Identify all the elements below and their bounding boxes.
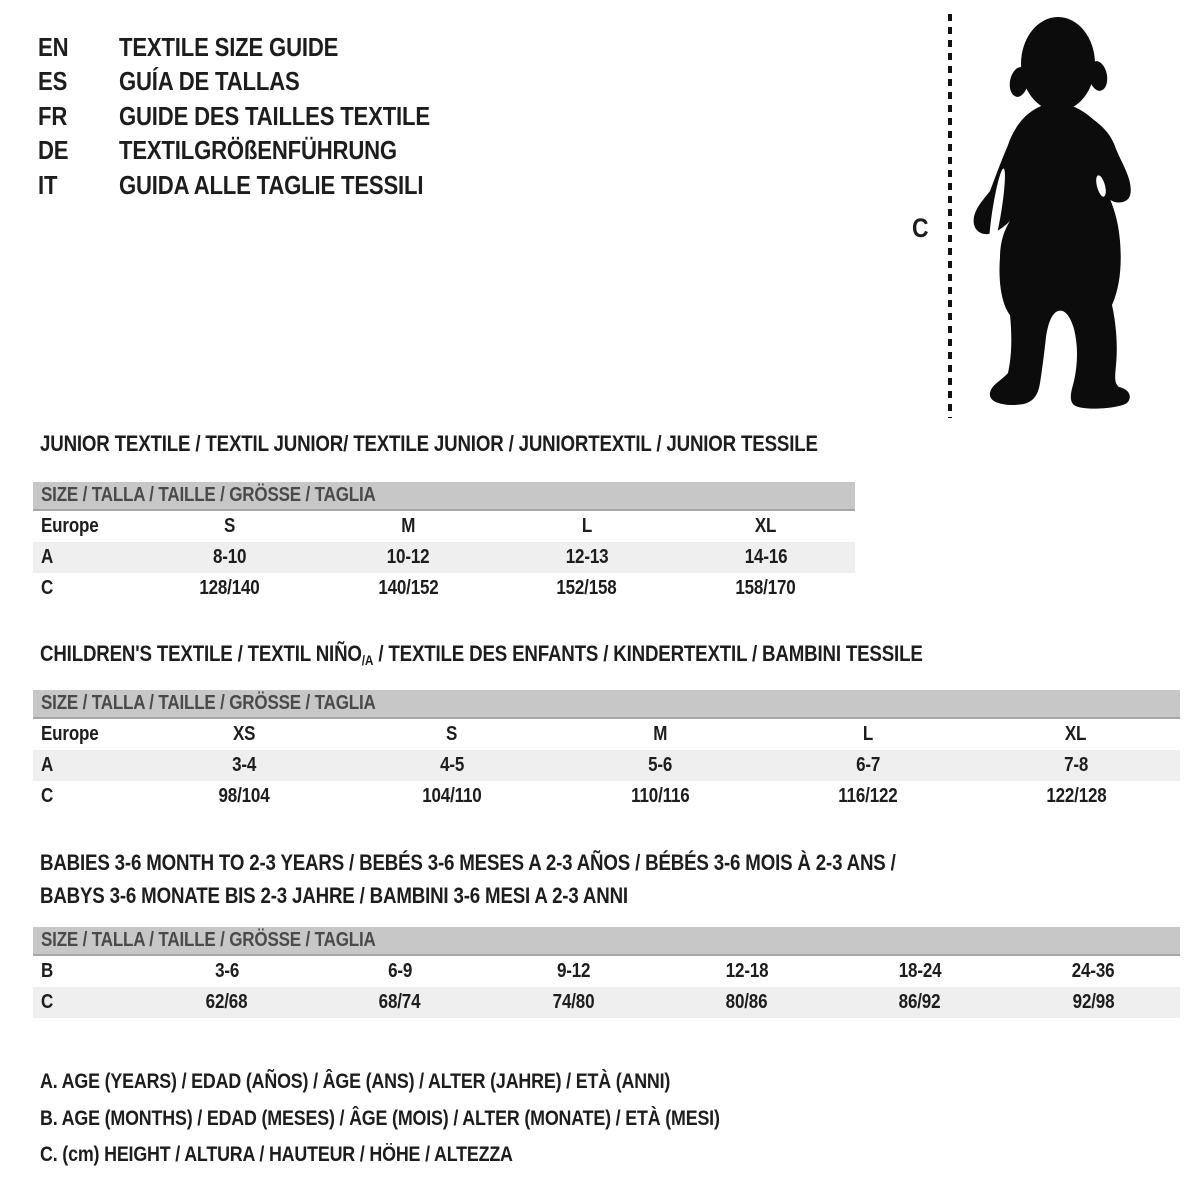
lang-row-it (38, 168, 485, 202)
babies-row-months (33, 956, 1180, 987)
lang-row-de (38, 133, 485, 167)
height-cell: 122/128 (1045, 785, 1107, 807)
row-label: Europe (41, 723, 99, 745)
size-cell: XL (1065, 723, 1087, 745)
size-cell: S (446, 723, 458, 745)
size-cell: XL (754, 515, 777, 537)
lang-code-it: IT (38, 169, 58, 200)
junior-row-height (33, 573, 855, 604)
months-cell: 18-24 (898, 960, 942, 982)
children-table-header: SIZE / TALLA / TAILLE / GRÖSSE / TAGLIA (33, 690, 1180, 719)
lang-row-en (38, 30, 485, 64)
height-cell: 62/68 (205, 991, 248, 1013)
legend-line-c: C. (cm) HEIGHT / ALTURA / HAUTEUR / HÖHE / ALTEZZA (40, 1143, 513, 1166)
size-cell: L (862, 723, 874, 745)
row-label: C (41, 991, 54, 1013)
row-label: A (41, 546, 54, 568)
size-cell: XS (232, 723, 256, 745)
size-cell: L (581, 515, 592, 537)
children-row-height (33, 781, 1180, 812)
lang-title-es: GUÍA DE TALLAS (119, 66, 300, 97)
age-cell: 14-16 (744, 546, 787, 568)
age-cell: 6-7 (855, 754, 881, 776)
lang-row-fr (38, 99, 485, 133)
lang-code-es: ES (38, 66, 68, 97)
lang-code-de: DE (38, 135, 69, 166)
height-cell: 158/170 (735, 577, 796, 599)
legend-block (40, 1064, 840, 1174)
months-cell: 6-9 (387, 960, 413, 982)
babies-row-height (33, 987, 1180, 1018)
height-cell: 86/92 (899, 991, 941, 1013)
months-cell: 24-36 (1071, 960, 1115, 982)
size-cell: M (653, 723, 667, 745)
row-label: A (41, 754, 54, 776)
height-measure-label: C (912, 213, 929, 243)
children-row-age (33, 750, 1180, 781)
lang-title-en: TEXTILE SIZE GUIDE (119, 32, 339, 62)
age-cell: 7-8 (1063, 754, 1089, 776)
height-cell: 116/122 (838, 785, 898, 807)
row-label: Europe (41, 515, 99, 537)
height-cell: 110/116 (630, 785, 690, 807)
junior-table-header: SIZE / TALLA / TAILLE / GRÖSSE / TAGLIA (33, 482, 855, 511)
legend-line-a: A. AGE (YEARS) / EDAD (AÑOS) / ÂGE (ANS) / ALTER (JAHRE) / ETÀ (ANNI) (40, 1070, 671, 1093)
junior-row-europe (33, 511, 855, 542)
size-cell: M (401, 515, 416, 537)
lang-title-it: GUIDA ALLE TAGLIE TESSILI (119, 169, 424, 200)
babies-title-line2: BABYS 3-6 MONATE BIS 2-3 JAHRE / BAMBINI 3-6 MESI A 2-3 ANNI (40, 883, 628, 908)
row-label: C (41, 785, 54, 807)
legend-line-b: B. AGE (MONTHS) / EDAD (MESES) / ÂGE (MOIS) / ALTER (MONATE) / ETÀ (MESI) (40, 1106, 720, 1130)
height-measure-dashed-line (948, 14, 952, 418)
age-cell: 5-6 (647, 754, 673, 776)
height-cell: 98/104 (218, 785, 270, 807)
gender-suffix: /A (361, 652, 374, 668)
size-cell: S (223, 515, 235, 537)
lang-code-fr: FR (38, 100, 68, 131)
babies-title-line1: BABIES 3-6 MONTH TO 2-3 YEARS / BEBÉS 3-6 MESES A 2-3 AÑOS / BÉBÉS 3-6 MOIS À 2-3 ANS / (40, 850, 896, 875)
lang-row-es (38, 64, 485, 98)
lang-title-de: TEXTILGRÖßENFÜHRUNG (119, 135, 398, 166)
months-cell: 3-6 (214, 960, 239, 982)
children-size-table (33, 690, 1180, 812)
junior-size-table (33, 482, 855, 604)
age-cell: 12-13 (565, 546, 609, 568)
age-cell: 4-5 (439, 754, 465, 776)
junior-row-age (33, 542, 855, 573)
toddler-silhouette-icon (960, 14, 1155, 416)
height-cell: 140/152 (377, 577, 439, 599)
height-cell: 104/110 (422, 785, 482, 807)
height-cell: 152/158 (556, 577, 618, 599)
height-cell: 68/74 (379, 991, 421, 1013)
children-section-title: CHILDREN'S TEXTILE / TEXTIL $NIÑO_{/A}$ / TEXTILE DES ENFANTS / KINDERTEXTIL / BAMBINI TESSILE (40, 641, 923, 668)
height-cell: 80/86 (725, 991, 768, 1013)
lang-title-fr: GUIDE DES TAILLES TEXTILE (119, 100, 431, 131)
height-cell: 92/98 (1072, 991, 1115, 1013)
language-title-block (38, 30, 485, 202)
babies-section-title (40, 846, 1047, 912)
age-cell: 10-12 (386, 546, 430, 568)
babies-size-table (33, 927, 1180, 1018)
age-cell: 8-10 (212, 546, 247, 568)
age-cell: 3-4 (231, 754, 257, 776)
row-label: C (41, 577, 54, 599)
babies-table-header: SIZE / TALLA / TAILLE / GRÖSSE / TAGLIA (33, 927, 1180, 956)
junior-section-title: JUNIOR TEXTILE / TEXTIL JUNIOR/ TEXTILE JUNIOR / JUNIORTEXTIL / JUNIOR TESSILE (40, 431, 818, 456)
months-cell: 9-12 (556, 960, 590, 982)
children-row-europe (33, 719, 1180, 750)
lang-code-en: EN (38, 32, 69, 62)
row-label: B (41, 960, 54, 982)
height-cell: 128/140 (199, 577, 260, 599)
months-cell: 12-18 (725, 960, 768, 982)
height-cell: 74/80 (552, 991, 595, 1013)
